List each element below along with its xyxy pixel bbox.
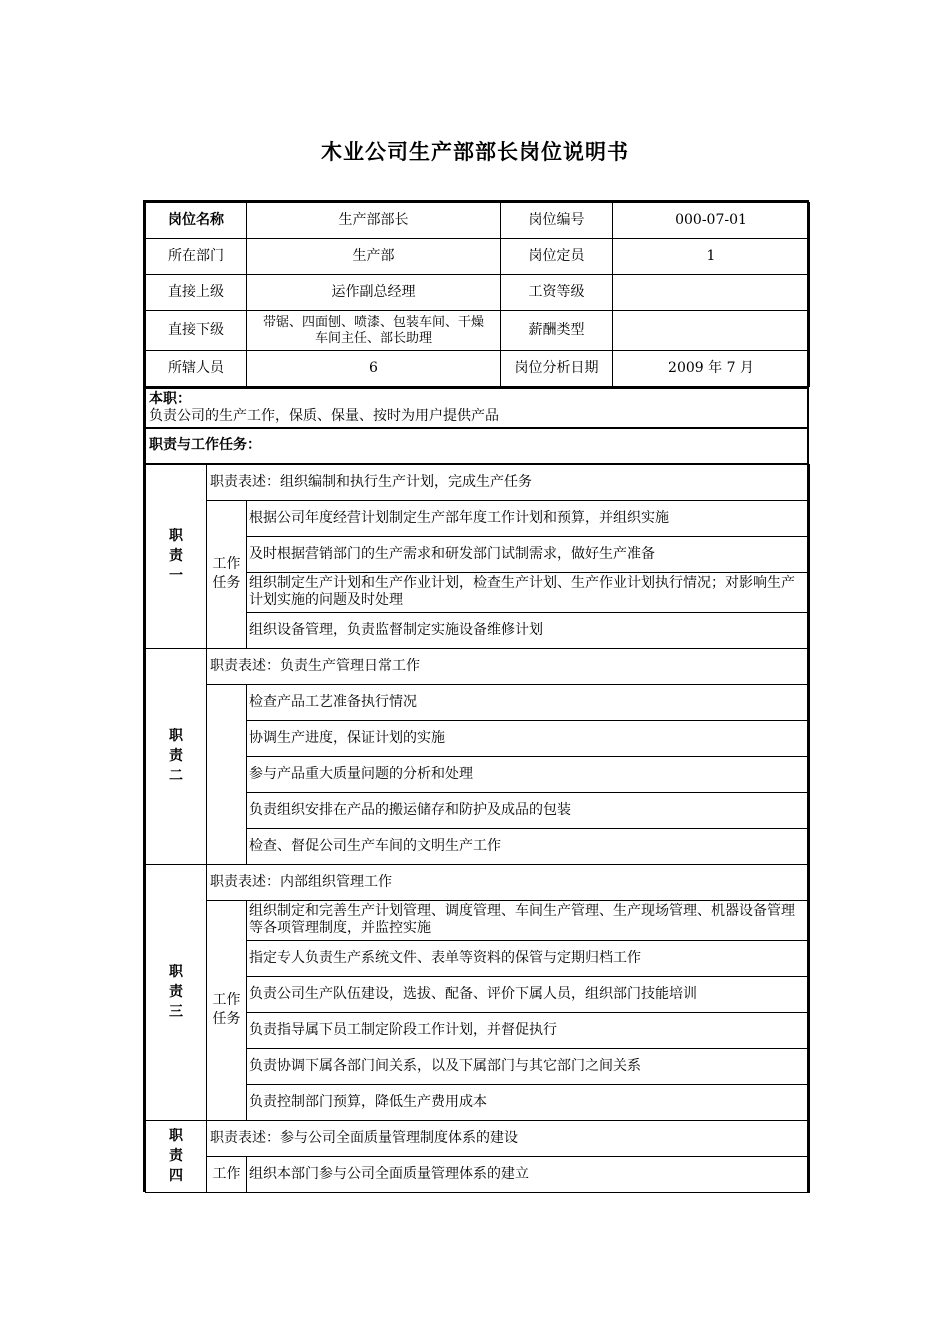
task-item: 协调生产进度，保证计划的实施: [247, 720, 810, 756]
task-item: 参与产品重大质量问题的分析和处理: [247, 756, 810, 792]
task-item: 负责指导属下员工制定阶段工作计划，并督促执行: [247, 1012, 810, 1048]
task-item: 指定专人负责生产系统文件、表单等资料的保管与定期归档工作: [247, 940, 810, 976]
header-value: 000-07-01: [613, 203, 810, 239]
document-title: 木业公司生产部部长岗位说明书: [321, 140, 629, 164]
task-label: 工作 任务: [207, 500, 247, 648]
header-key: 薪酬类型: [501, 311, 613, 351]
header-value: [613, 275, 810, 311]
task-item: 组织制定和完善生产计划管理、调度管理、车间生产管理、生产现场管理、机器设备管理等各项管理制度，并监控实施: [247, 900, 810, 940]
header-row: [146, 311, 810, 351]
duty-2-label: 职 责 二: [146, 648, 207, 864]
header-key: 直接下级: [146, 311, 247, 351]
header-value: 带锯、四面刨、喷漆、包装车间、干燥车间主任、部长助理: [247, 311, 501, 351]
benzhi-text: 负责公司的生产工作，保质、保量、按时为用户提供产品: [149, 408, 499, 424]
task-item: 检查产品工艺准备执行情况: [247, 684, 810, 720]
header-row: [146, 203, 810, 239]
header-value: 2009 年 7 月: [613, 351, 810, 387]
header-row: [146, 275, 810, 311]
header-key: 岗位名称: [146, 203, 247, 239]
duty-1-statement-row: [146, 464, 810, 500]
duty-statement: 职责表述：负责生产管理日常工作: [207, 648, 810, 684]
task-item: 检查、督促公司生产车间的文明生产工作: [247, 828, 810, 864]
task-item: 负责公司生产队伍建设，选拔、配备、评价下属人员，组织部门技能培训: [247, 976, 810, 1012]
task-item: 负责协调下属各部门间关系，以及下属部门与其它部门之间关系: [247, 1048, 810, 1084]
header-row: [146, 239, 810, 275]
header-value: 1: [613, 239, 810, 275]
task-item: 负责控制部门预算，降低生产费用成本: [247, 1084, 810, 1120]
header-key: 岗位编号: [501, 203, 613, 239]
task-item: 组织制定生产计划和生产作业计划，检查生产计划、生产作业计划执行情况；对影响生产计划实施的问题及时处理: [247, 572, 810, 612]
duties-table: [145, 464, 810, 1193]
header-value: 生产部: [247, 239, 501, 275]
header-key: 工资等级: [501, 275, 613, 311]
header-value: 生产部部长: [247, 203, 501, 239]
header-key: 所在部门: [146, 239, 247, 275]
header-row: [146, 351, 810, 387]
header-table: [145, 202, 810, 387]
header-key: 直接上级: [146, 275, 247, 311]
header-value: 运作副总经理: [247, 275, 501, 311]
task-label: [207, 684, 247, 864]
header-key: 所辖人员: [146, 351, 247, 387]
task-item: 根据公司年度经营计划制定生产部年度工作计划和预算，并组织实施: [247, 500, 810, 536]
header-key: 岗位定员: [501, 239, 613, 275]
benzhi-cell: [146, 388, 809, 428]
duty-statement: 职责表述：内部组织管理工作: [207, 864, 810, 900]
duty-statement: 职责表述：参与公司全面质量管理制度体系的建设: [207, 1120, 810, 1156]
duty-4-label: 职 责 四: [146, 1120, 207, 1192]
benzhi-table: [145, 387, 809, 464]
task-item: 组织设备管理，负责监督制定实施设备维修计划: [247, 612, 810, 648]
header-value: 6: [247, 351, 501, 387]
task-item: 及时根据营销部门的生产需求和研发部门试制需求，做好生产准备: [247, 536, 810, 572]
duties-heading: 职责与工作任务：: [146, 428, 809, 463]
duty-3-label: 职 责 三: [146, 864, 207, 1120]
task-item: 组织本部门参与公司全面质量管理体系的建立: [247, 1156, 810, 1192]
header-key: 岗位分析日期: [501, 351, 613, 387]
job-description-table: [143, 200, 809, 1192]
task-item: 负责组织安排在产品的搬运储存和防护及成品的包装: [247, 792, 810, 828]
task-label: 工作 任务: [207, 900, 247, 1120]
duty-statement: 职责表述：组织编制和执行生产计划，完成生产任务: [207, 464, 810, 500]
benzhi-label: 本职：: [149, 391, 191, 407]
task-label: 工作: [207, 1156, 247, 1192]
duty-1-label: 职 责 一: [146, 464, 207, 648]
header-value: [613, 311, 810, 351]
